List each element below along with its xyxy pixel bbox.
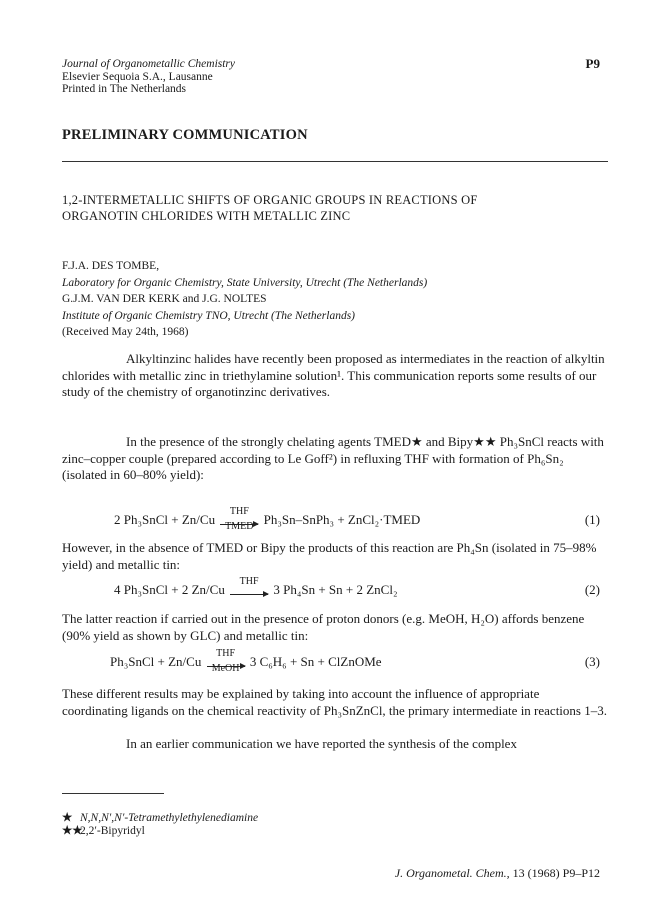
page-number: P9 <box>585 56 600 71</box>
equation-2-lhs: 4 Ph₃SnCl + 2 Zn/Cu <box>114 582 225 597</box>
citation-footer <box>395 866 600 881</box>
equation-1 <box>62 506 608 534</box>
journal-header <box>62 58 235 96</box>
arrow-above: THF <box>239 576 259 588</box>
citation-volume: 13 (1968) P9–P12 <box>512 866 600 880</box>
printed-in: Printed in The Netherlands <box>62 83 187 95</box>
footnote-rule <box>62 793 164 794</box>
affiliation-2: Institute of Organic Chemistry TNO, Utrecht (The Netherlands) <box>62 309 356 322</box>
footnote-marker: ★★ <box>62 825 83 837</box>
equation-3-rhs: 3 C₆H₆ + Sn + ClZnOMe <box>249 654 382 669</box>
footnote-2 <box>62 825 145 838</box>
footnote-text: 2,2′-Bipyridyl <box>80 825 145 837</box>
equation-2 <box>62 576 608 604</box>
reaction-arrow <box>230 576 268 595</box>
equation-2-rhs: 3 Ph₄Sn + Sn + 2 ZnCl₂ <box>273 582 398 597</box>
arrow-below: TMED <box>225 521 254 533</box>
paragraph-6: In an earlier communication we have reported the synthesis of the complex <box>126 736 517 751</box>
paragraph-2: In the presence of the strongly chelating agents TMED★ and Bipy★★ Ph₃SnCl reacts with zinc–copper couple (prepared according to Le Goff²) in refluxing THF with formation of Ph₆Sn₂ (isolated in 60–80% yield): <box>62 434 604 482</box>
footnote-text: N,N,N′,N′-Tetramethylethylenediamine <box>80 812 259 824</box>
publisher: Elsevier Sequoia S.A., Lausanne <box>62 70 213 83</box>
reaction-arrow <box>207 648 245 675</box>
equation-1-rhs: Ph₃Sn–SnPh₃ + ZnCl₂·TMED <box>263 512 421 527</box>
citation-journal: J. Organometal. Chem., <box>394 866 510 880</box>
author-1: F.J.A. DES TOMBE, <box>62 260 160 272</box>
equation-1-number: (1) <box>584 512 600 527</box>
footnote-1 <box>62 812 258 825</box>
arrow-above: THF <box>229 506 249 518</box>
equation-3 <box>62 648 608 676</box>
paragraph-3: However, in the absence of TMED or Bipy the products of this reaction are Ph₄Sn (isolated in 75–98% yield) and metallic tin: <box>62 540 597 572</box>
section-label: PRELIMINARY COMMUNICATION <box>62 127 308 143</box>
title-line-1: 1,2-INTERMETALLIC SHIFTS OF ORGANIC GROUPS IN REACTIONS OF <box>62 193 478 207</box>
affiliation-1: Laboratory for Organic Chemistry, State University, Utrecht (The Netherlands) <box>62 276 428 289</box>
paragraph-1: Alkyltinzinc halides have recently been proposed as intermediates in the reaction of alkyltin chlorides with metallic zinc in triethylamine solution¹. This communication reports some results of our study of the chemistry of organotinzinc derivatives. <box>62 351 605 399</box>
journal-name: Journal of Organometallic Chemistry <box>62 58 236 70</box>
equation-2-number: (2) <box>584 582 600 597</box>
paragraph-5: These different results may be explained by taking into account the influence of appropriate coordinating ligands on the chemical reactivity of Ph₃SnZnCl, the primary intermediate in reactions 1–3. <box>62 686 607 718</box>
article-title <box>62 192 602 224</box>
equation-3-number: (3) <box>584 654 600 669</box>
arrow-above: THF <box>216 648 236 660</box>
arrow-below: MeOH <box>211 663 240 675</box>
author-block <box>62 258 427 341</box>
author-2: G.J.M. VAN DER KERK and J.G. NOLTES <box>62 293 267 306</box>
reaction-arrow <box>220 506 258 533</box>
title-line-2: ORGANOTIN CHLORIDES WITH METALLIC ZINC <box>62 209 351 223</box>
footnote-marker: ★ <box>62 812 73 824</box>
equation-1-lhs: 2 Ph₃SnCl + Zn/Cu <box>114 512 216 527</box>
received-date: (Received May 24th, 1968) <box>62 326 189 339</box>
paragraph-4: The latter reaction if carried out in the presence of proton donors (e.g. MeOH, H₂O) affords benzene (90% yield as shown by GLC) and metallic tin: <box>62 611 585 643</box>
equation-3-lhs: Ph₃SnCl + Zn/Cu <box>110 654 202 669</box>
divider <box>62 161 608 162</box>
